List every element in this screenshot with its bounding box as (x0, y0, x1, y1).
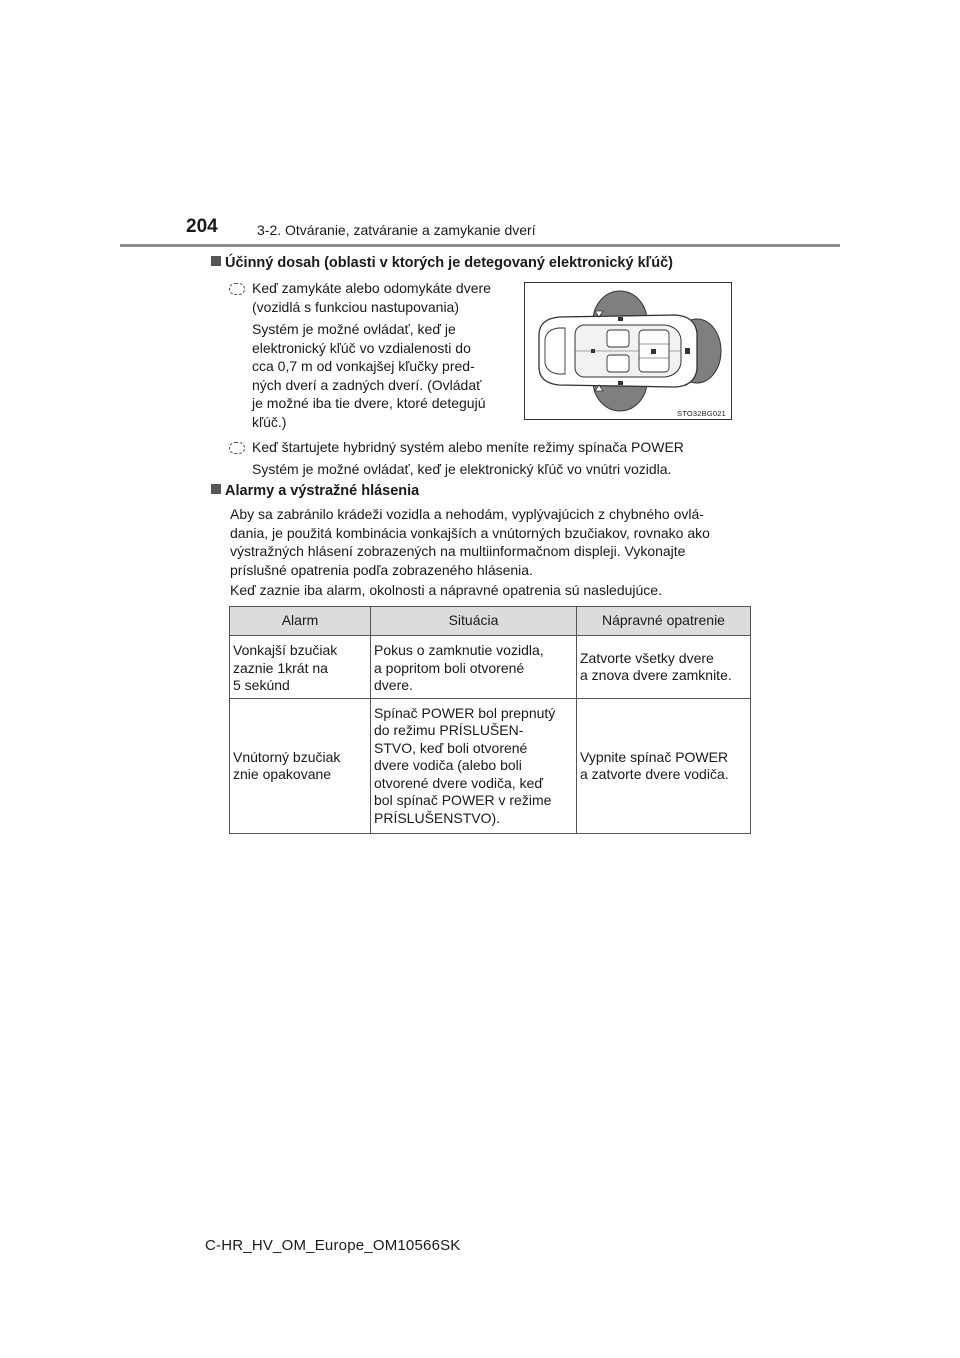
section-heading-range (211, 255, 673, 271)
alarms-body-line: dania, je použitá kombinácia vonkajších a vnútorných bzučiakov, rovnako ako (230, 524, 710, 541)
dashed-pill-bullet-icon (229, 283, 245, 295)
alarm-table (229, 606, 751, 834)
cell-line: a popritom boli otvorené (374, 659, 525, 676)
section-heading-range-text: Účinný dosah (oblasti v ktorých je detegovaný elektronický kľúč) (225, 255, 673, 271)
cell-line: dvere. (374, 677, 413, 693)
header-rule (120, 244, 840, 247)
start-body: Systém je možné ovládať, keď je elektronický kľúč vo vnútri vozidla. (252, 461, 672, 477)
table-cell-remedy (577, 699, 751, 834)
cell-line: do režimu PRÍSLUŠEN- (374, 722, 524, 739)
cell-line: zaznie 1krát na (233, 659, 328, 676)
cell-line: otvorené dvere vodiča, keď (374, 774, 543, 791)
table-cell-situation (371, 699, 577, 834)
cell-line: znie opakovane (233, 766, 332, 782)
document-code: C-HR_HV_OM_Europe_OM10566SK (205, 1237, 461, 1254)
cell-line: Zatvorte všetky dvere (580, 649, 714, 666)
square-bullet-icon (211, 484, 221, 494)
cell-line: Vnútorný bzučiak (233, 748, 341, 765)
alarms-body-line: príslušné opatrenia podľa zobrazeného hlásenia. (230, 561, 533, 578)
cell-line: Vypnite spínač POWER (580, 748, 729, 765)
column-header-remedy: Nápravné opatrenie (577, 607, 751, 636)
alarms-body (230, 505, 748, 579)
locking-heading-line: (vozidlá s funkciou nastupovania) (252, 298, 460, 315)
column-header-alarm: Alarm (230, 607, 371, 636)
table-cell-alarm (230, 699, 371, 834)
page-number: 204 (186, 216, 218, 237)
start-heading: Keď štartujete hybridný systém alebo meníte režimy spínača POWER (252, 439, 684, 455)
locking-body-line: Systém je možné ovládať, keď je (252, 321, 456, 337)
cell-line: PRÍSLUŠENSTVO). (374, 809, 501, 826)
cell-line: Vonkajší bzučiak (233, 642, 338, 658)
table-cell-situation (371, 636, 577, 699)
chapter-title: 3-2. Otváranie, zatváranie a zamykanie dverí (257, 222, 536, 238)
car-top-view-illustration (525, 283, 731, 419)
locking-heading-line: Keď zamykáte alebo odomykáte dvere (252, 280, 491, 296)
locking-body-line: ných dverí a zadných dverí. (Ovládať (252, 376, 482, 393)
alarms-intro: Keď zaznie iba alarm, okolnosti a nápravné opatrenia sú nasledujúce. (230, 582, 662, 598)
locking-body (252, 320, 510, 431)
table-cell-remedy (577, 636, 751, 699)
section-heading-alarms-text: Alarmy a výstražné hlásenia (225, 483, 420, 499)
square-bullet-icon (211, 256, 221, 266)
cell-line: a zatvorte dvere vodiča. (580, 766, 729, 782)
column-header-situation: Situácia (371, 607, 577, 636)
alarms-body-line: Aby sa zabránilo krádeži vozidla a nehodám, vyplývajúcich z chybného ovlá- (230, 506, 704, 522)
locking-body-line: je možné iba tie dvere, ktoré detegujú (252, 395, 486, 411)
alarms-body-line: výstražných hlásení zobrazených na multiinformačnom displeji. Vykonajte (230, 543, 686, 559)
locking-heading (252, 279, 510, 316)
locking-body-line: cca 0,7 m od vonkajšej kľučky pred- (252, 358, 475, 374)
cell-line: STVO, keď boli otvorené (374, 739, 528, 756)
cell-line: Pokus o zamknutie vozidla, (374, 642, 544, 658)
table-row (230, 699, 751, 834)
section-heading-alarms (211, 483, 419, 499)
table-row (230, 636, 751, 699)
cell-line: a znova dvere zamknite. (580, 667, 732, 683)
cell-line: 5 sekúnd (233, 677, 290, 693)
dashed-pill-bullet-icon (229, 442, 245, 454)
cell-line: dvere vodiča (alebo boli (374, 757, 522, 774)
locking-body-line: kľúč.) (252, 413, 287, 430)
locking-body-line: elektronický kľúč vo vzdialenosti do (252, 339, 471, 356)
cell-line: bol spínač POWER v režime (374, 792, 552, 809)
table-cell-alarm (230, 636, 371, 699)
figure-code: STO32BG021 (677, 409, 726, 418)
table-header-row (230, 607, 751, 636)
cell-line: Spínač POWER bol prepnutý (374, 704, 556, 721)
detection-range-figure (524, 282, 732, 420)
